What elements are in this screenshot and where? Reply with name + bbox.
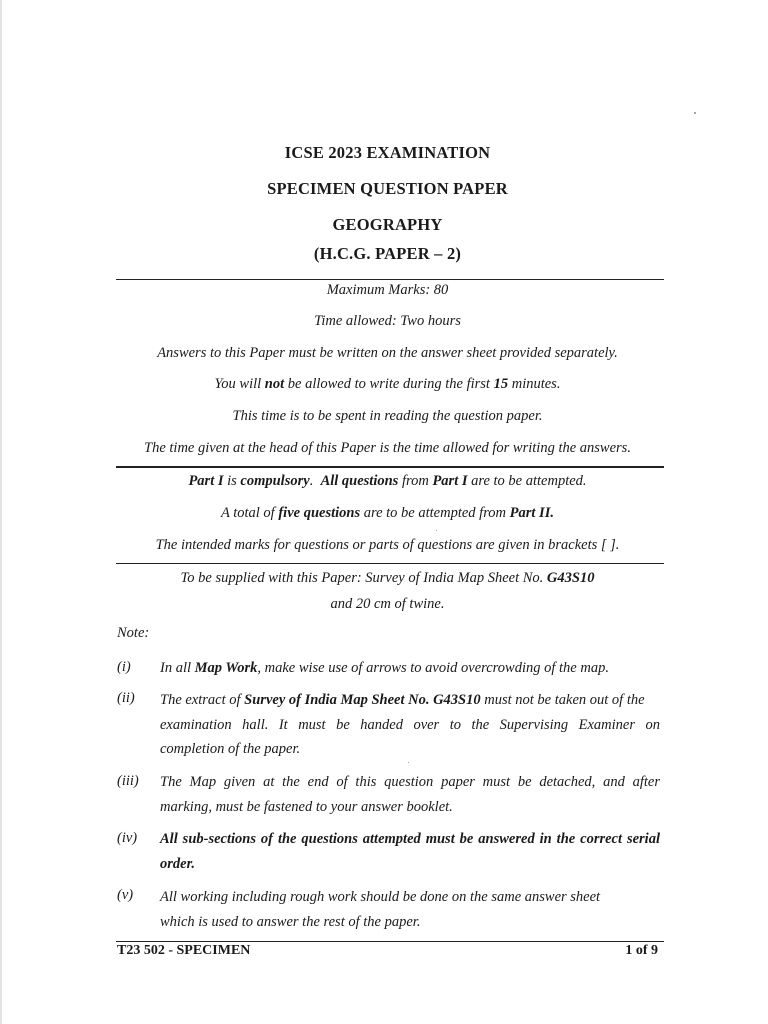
paper-code-footer: T23 502 - SPECIMEN xyxy=(117,943,251,958)
note-number: (v) xyxy=(117,887,134,903)
supply-line-2: and 20 cm of twine. xyxy=(330,596,445,612)
divider xyxy=(116,279,664,280)
part2-instruction: A total of five questions are to be attempted from Part II. xyxy=(221,505,554,521)
note-item: All sub-sections of the questions attempted must be answered in the correct serial order. xyxy=(160,831,660,872)
divider xyxy=(116,466,664,468)
note-item: The Map given at the end of this question paper must be detached, and after marking, must be fastened to your answer booklet. xyxy=(160,774,660,815)
paper-code: (H.C.G. PAPER – 2) xyxy=(313,244,462,263)
answer-sheet-instruction: Answers to this Paper must be written on the answer sheet provided separately. xyxy=(157,345,618,361)
note-item: In all Map Work, make wise use of arrows to avoid overcrowding of the map. xyxy=(160,660,609,676)
footer-divider xyxy=(116,941,664,942)
scan-speck xyxy=(408,762,409,763)
part1-instruction: Part I is compulsory. All questions from Part I are to be attempted. xyxy=(188,473,587,489)
max-marks: Maximum Marks: 80 xyxy=(326,282,449,298)
supply-line-1: To be supplied with this Paper: Survey of India Map Sheet No. G43S10 xyxy=(180,570,595,586)
scan-speck xyxy=(436,530,437,531)
note-number: (i) xyxy=(117,659,131,675)
note-item: All working including rough work should be done on the same answer sheet which is used to answer the rest of the paper. xyxy=(160,889,601,930)
page-number: 1 of 9 xyxy=(625,943,658,958)
time-given-instruction: The time given at the head of this Paper is the time allowed for writing the answers. xyxy=(144,440,631,456)
subject-title: GEOGRAPHY xyxy=(332,215,443,234)
page-edge xyxy=(0,0,2,1024)
note-number: (iv) xyxy=(117,830,138,846)
marks-note: The intended marks for questions or parts of questions are given in brackets [ ]. xyxy=(155,537,620,553)
note-number: (iii) xyxy=(117,773,139,789)
reading-purpose: This time is to be spent in reading the question paper. xyxy=(232,408,543,424)
note-heading: Note: xyxy=(117,625,150,641)
time-allowed: Time allowed: Two hours xyxy=(314,313,461,329)
divider xyxy=(116,563,664,564)
note-number: (ii) xyxy=(117,690,135,706)
paper-type: SPECIMEN QUESTION PAPER xyxy=(267,179,508,198)
scan-speck xyxy=(694,112,696,114)
exam-title: ICSE 2023 EXAMINATION xyxy=(284,143,491,162)
note-item: The extract of Survey of India Map Sheet No. G43S10 must not be taken out of the examination hall. It must be handed over to the Supervising Examiner on completion of the paper. xyxy=(160,692,660,757)
reading-time-instruction: You will not be allowed to write during the first 15 minutes. xyxy=(214,376,561,392)
